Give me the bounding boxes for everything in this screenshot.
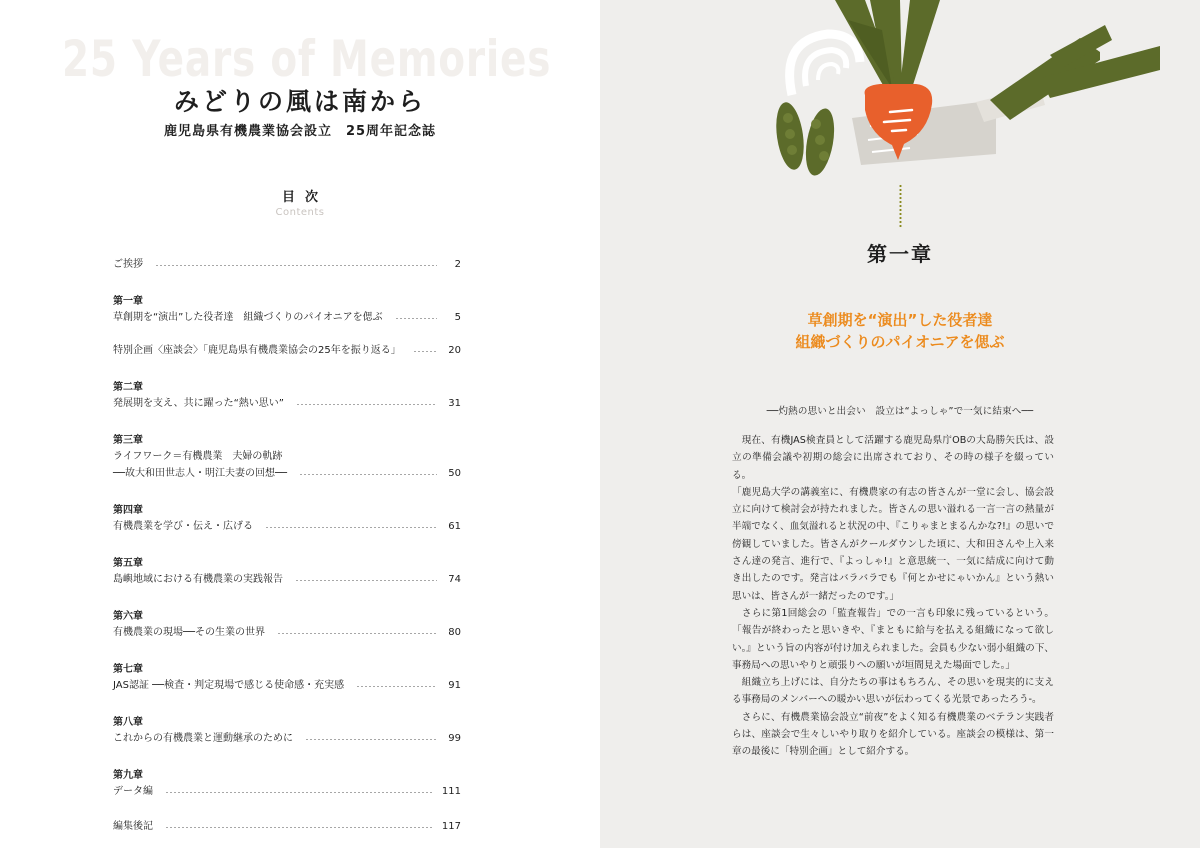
leader-dots [265,527,437,528]
paragraph: 「鹿児島大学の講義室に、有機農家の有志の皆さんが一堂に会し、協会設立に向けて検討会が持たれました。皆さんの思い溢れる一言一言の熱量が半端でなく、血気溢れると状況の中、『こりゃまとまるんかな?!』の思いで傍観していました。皆さんがクールダウンした頃に、大和田さんや上入来さん達の発言、進行で、『よっしゃ!』と意思統一、一気に結成に向けて動き出したのです。発言はバラバラでも『何とかせにゃいかん』という熱い思いは、皆さんが一緒だったのです。」 [732,486,1054,602]
toc-entry[interactable] [113,434,461,482]
leader-dots [356,686,437,687]
toc-chapter-label: 第三章 [113,435,143,446]
leader-dots [277,633,437,634]
toc-page-number: 117 [441,821,461,832]
toc-entry-title: ご挨拶 [113,259,143,270]
toc-entry-title: 特別企画〈座談会〉「鹿児島県有機農業協会の25年を振り返る」 [113,345,401,356]
toc-entry-title: データ編 [113,786,153,797]
chapter-headline [600,309,1200,353]
toc-heading-en: Contents [275,207,325,218]
toc-entry-title: ライフワーク＝有機農業 夫婦の軌跡 [113,451,283,462]
background-title: 25 Years of Memories [62,30,552,88]
toc-entry-title: これからの有機農業と運動継承のために [113,733,293,744]
toc-chapter-label: 第四章 [113,505,143,516]
leader-dots [413,351,437,352]
leader-dots [299,474,437,475]
toc-page-number: 74 [448,574,461,585]
toc-chapter-label: 第八章 [113,717,143,728]
leader-dots [165,792,432,793]
vegetable-illustration [740,0,1160,200]
toc-entry-title: 編集後記 [113,821,153,832]
toc-entry-title: 草創期を“演出”した役者達 組織づくりのパイオニアを偲ぶ [113,312,383,323]
toc-page-number: 50 [448,468,461,479]
toc-entry[interactable] [113,610,461,641]
toc-entry-title: 発展期を支え、共に躍った“熱い思い” [113,398,284,409]
toc-page-number: 61 [448,521,461,532]
table-of-contents [113,256,461,848]
toc-entry[interactable] [113,256,461,273]
paragraph: 現在、有機JAS検査員として活躍する鹿児島県庁OBの大島勝矢氏は、設立の準備会議や初期の総会に出席されており、その時の様子を綴っている。 [732,435,1054,481]
paragraph: 組織立ち上げには、自分たちの事はもちろん、その思いを現実的に支える事務局のメンバーへの暖かい思いが伝わってくる光景であったろう-。 [732,677,1054,706]
chapter-title: 第一章 [867,242,933,266]
toc-entry[interactable] [113,818,461,835]
pea-pod-illustration [772,101,838,178]
toc-page-number: 111 [441,786,461,797]
onion-slice-illustration [790,34,860,95]
dotted-divider [899,184,902,228]
toc-entry[interactable] [113,769,461,800]
toc-chapter-label: 第五章 [113,558,143,569]
toc-entry[interactable] [113,295,461,326]
toc-page-number: 99 [448,733,461,744]
toc-entry-title: 有機農業の現場──その生業の世界 [113,627,266,638]
toc-entry-subtitle: ──故大和田世志人・明江夫妻の回想── [113,468,288,479]
main-title: みどりの風は南から [173,87,426,116]
leader-dots [296,404,437,405]
paragraph: さらに、有機農業協会設立“前夜”をよく知る有機農業のベテラン実践者らは、座談会で生々しいやり取りを紹介している。座談会の模様は、第一章の最後に「特別企画」として紹介する。 [732,711,1054,758]
headline-line-2: 組織づくりのパイオニアを偲ぶ [795,333,1005,351]
toc-page-number: 91 [448,680,461,691]
leader-dots [155,265,437,266]
toc-chapter-label: 第二章 [113,382,143,393]
toc-entry[interactable] [113,557,461,588]
toc-entry-title: 島嶼地域における有機農業の実践報告 [113,574,283,585]
toc-entry[interactable] [113,342,461,359]
leader-dots [395,318,437,319]
headline-line-1: 草創期を“演出”した役者達 [807,311,993,329]
toc-page-number: 2 [454,259,461,270]
toc-entry-title: JAS認証 ──検査・判定現場で感じる使命感・充実感 [113,680,345,691]
toc-page-number: 80 [448,627,461,638]
toc-chapter-label: 第七章 [113,664,143,675]
toc-heading: 目次 [281,190,328,205]
toc-entry[interactable] [113,381,461,412]
paragraph: さらに第1回総会の「監査報告」での一言も印象に残っているという。「報告が終わったと思いきや、『まともに給与を払える組織になって欲しい。』という旨の内容が付け加えられました。会員も少ない弱小組織の下、事務局への思いやりと頑張りへの願いが垣間見えた場面でした。」 [732,607,1054,671]
toc-page-number: 31 [448,398,461,409]
toc-chapter-label: 第九章 [113,770,143,781]
toc-entry[interactable] [113,663,461,694]
toc-chapter-label: 第六章 [113,611,143,622]
toc-entry[interactable] [113,504,461,535]
leader-dots [165,827,432,828]
toc-page-number: 20 [448,345,461,356]
body-text [732,432,1054,761]
chapter-tagline: ──灼熱の思いと出会い 設立は“よっしゃ”で一気に結束へ── [766,406,1034,417]
toc-entry-title: 有機農業を学び・伝え・広げる [113,521,253,532]
toc-entry[interactable] [113,716,461,747]
leader-dots [295,580,437,581]
leader-dots [305,739,437,740]
toc-page-number: 5 [454,312,461,323]
toc-chapter-label: 第一章 [113,296,143,307]
subtitle: 鹿児島県有機農業協会設立 25周年記念誌 [163,124,437,139]
